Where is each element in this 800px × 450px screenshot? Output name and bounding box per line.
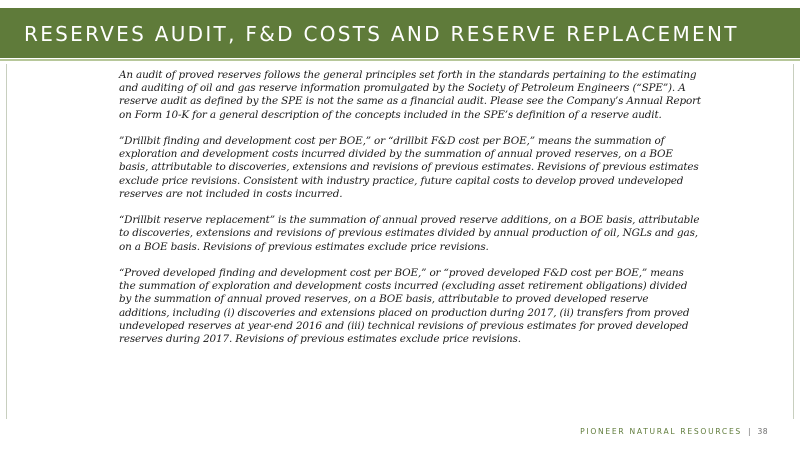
footer [580, 426, 768, 438]
paragraph-drillbit-reserve-replacement: “Drillbit reserve replacement” is the summation of annual proved reserve additions, on a BOE basis, attributable to discoveries, extensions and revisions of previous estimates divided by annual production of oil, NGLs and gas, on a BOE basis. Revisions of previous estimates exclude price revisions. [119, 214, 700, 253]
slide-title: RESERVES AUDIT, F&D COSTS AND RESERVE REPLACEMENT [24, 22, 739, 46]
right-frame-line [793, 64, 794, 419]
title-band [0, 8, 800, 58]
company-name: PIONEER NATURAL RESOURCES [580, 427, 742, 436]
paragraph-drillbit-fd-cost: ”Drillbit finding and development cost per BOE,” or “drillbit F&D cost per BOE,” means the summation of exploration and development costs incurred divided by the summation of annual proved reserves, on a BOE basis, attributable to discoveries, extensions and revisions of previous estimates. Revisions of previous estimates exclude price revisions. Consistent with industry practice, future capital costs to develop proved undeveloped reserves are not included in costs incurred. [119, 135, 699, 200]
page-number: 38 [757, 427, 768, 436]
paragraph-proved-developed-fd-cost: “Proved developed finding and development cost per BOE,” or “proved developed F&D cost per BOE,” means the summation of exploration and development costs incurred (excluding asset retirement obligations) divided by the summation of annual proved reserves, on a BOE basis, attributable to proved developed reserve additions, including (i) discoveries and extensions placed on production during 2017, (ii) transfers from proved undeveloped reserves at year-end 2016 and (iii) technical revisions of previous estimates for proved developed reserves during 2017. Revisions of previous estimates exclude price revisions. [119, 267, 690, 346]
definitions-text [119, 69, 701, 359]
paragraph-reserve-audit: An audit of proved reserves follows the general principles set forth in the standards pertaining to the estimating and auditing of oil and gas reserve information promulgated by the Society of Petroleum Engineers (“SPE”). A reserve audit as defined by the SPE is not the same as a financial audit. Please see the Company’s Annual Report on Form 10-K for a general description of the concepts included in the SPE’s definition of a reserve audit. [119, 69, 701, 121]
footer-separator: | [747, 427, 751, 436]
left-frame-line [6, 64, 7, 419]
